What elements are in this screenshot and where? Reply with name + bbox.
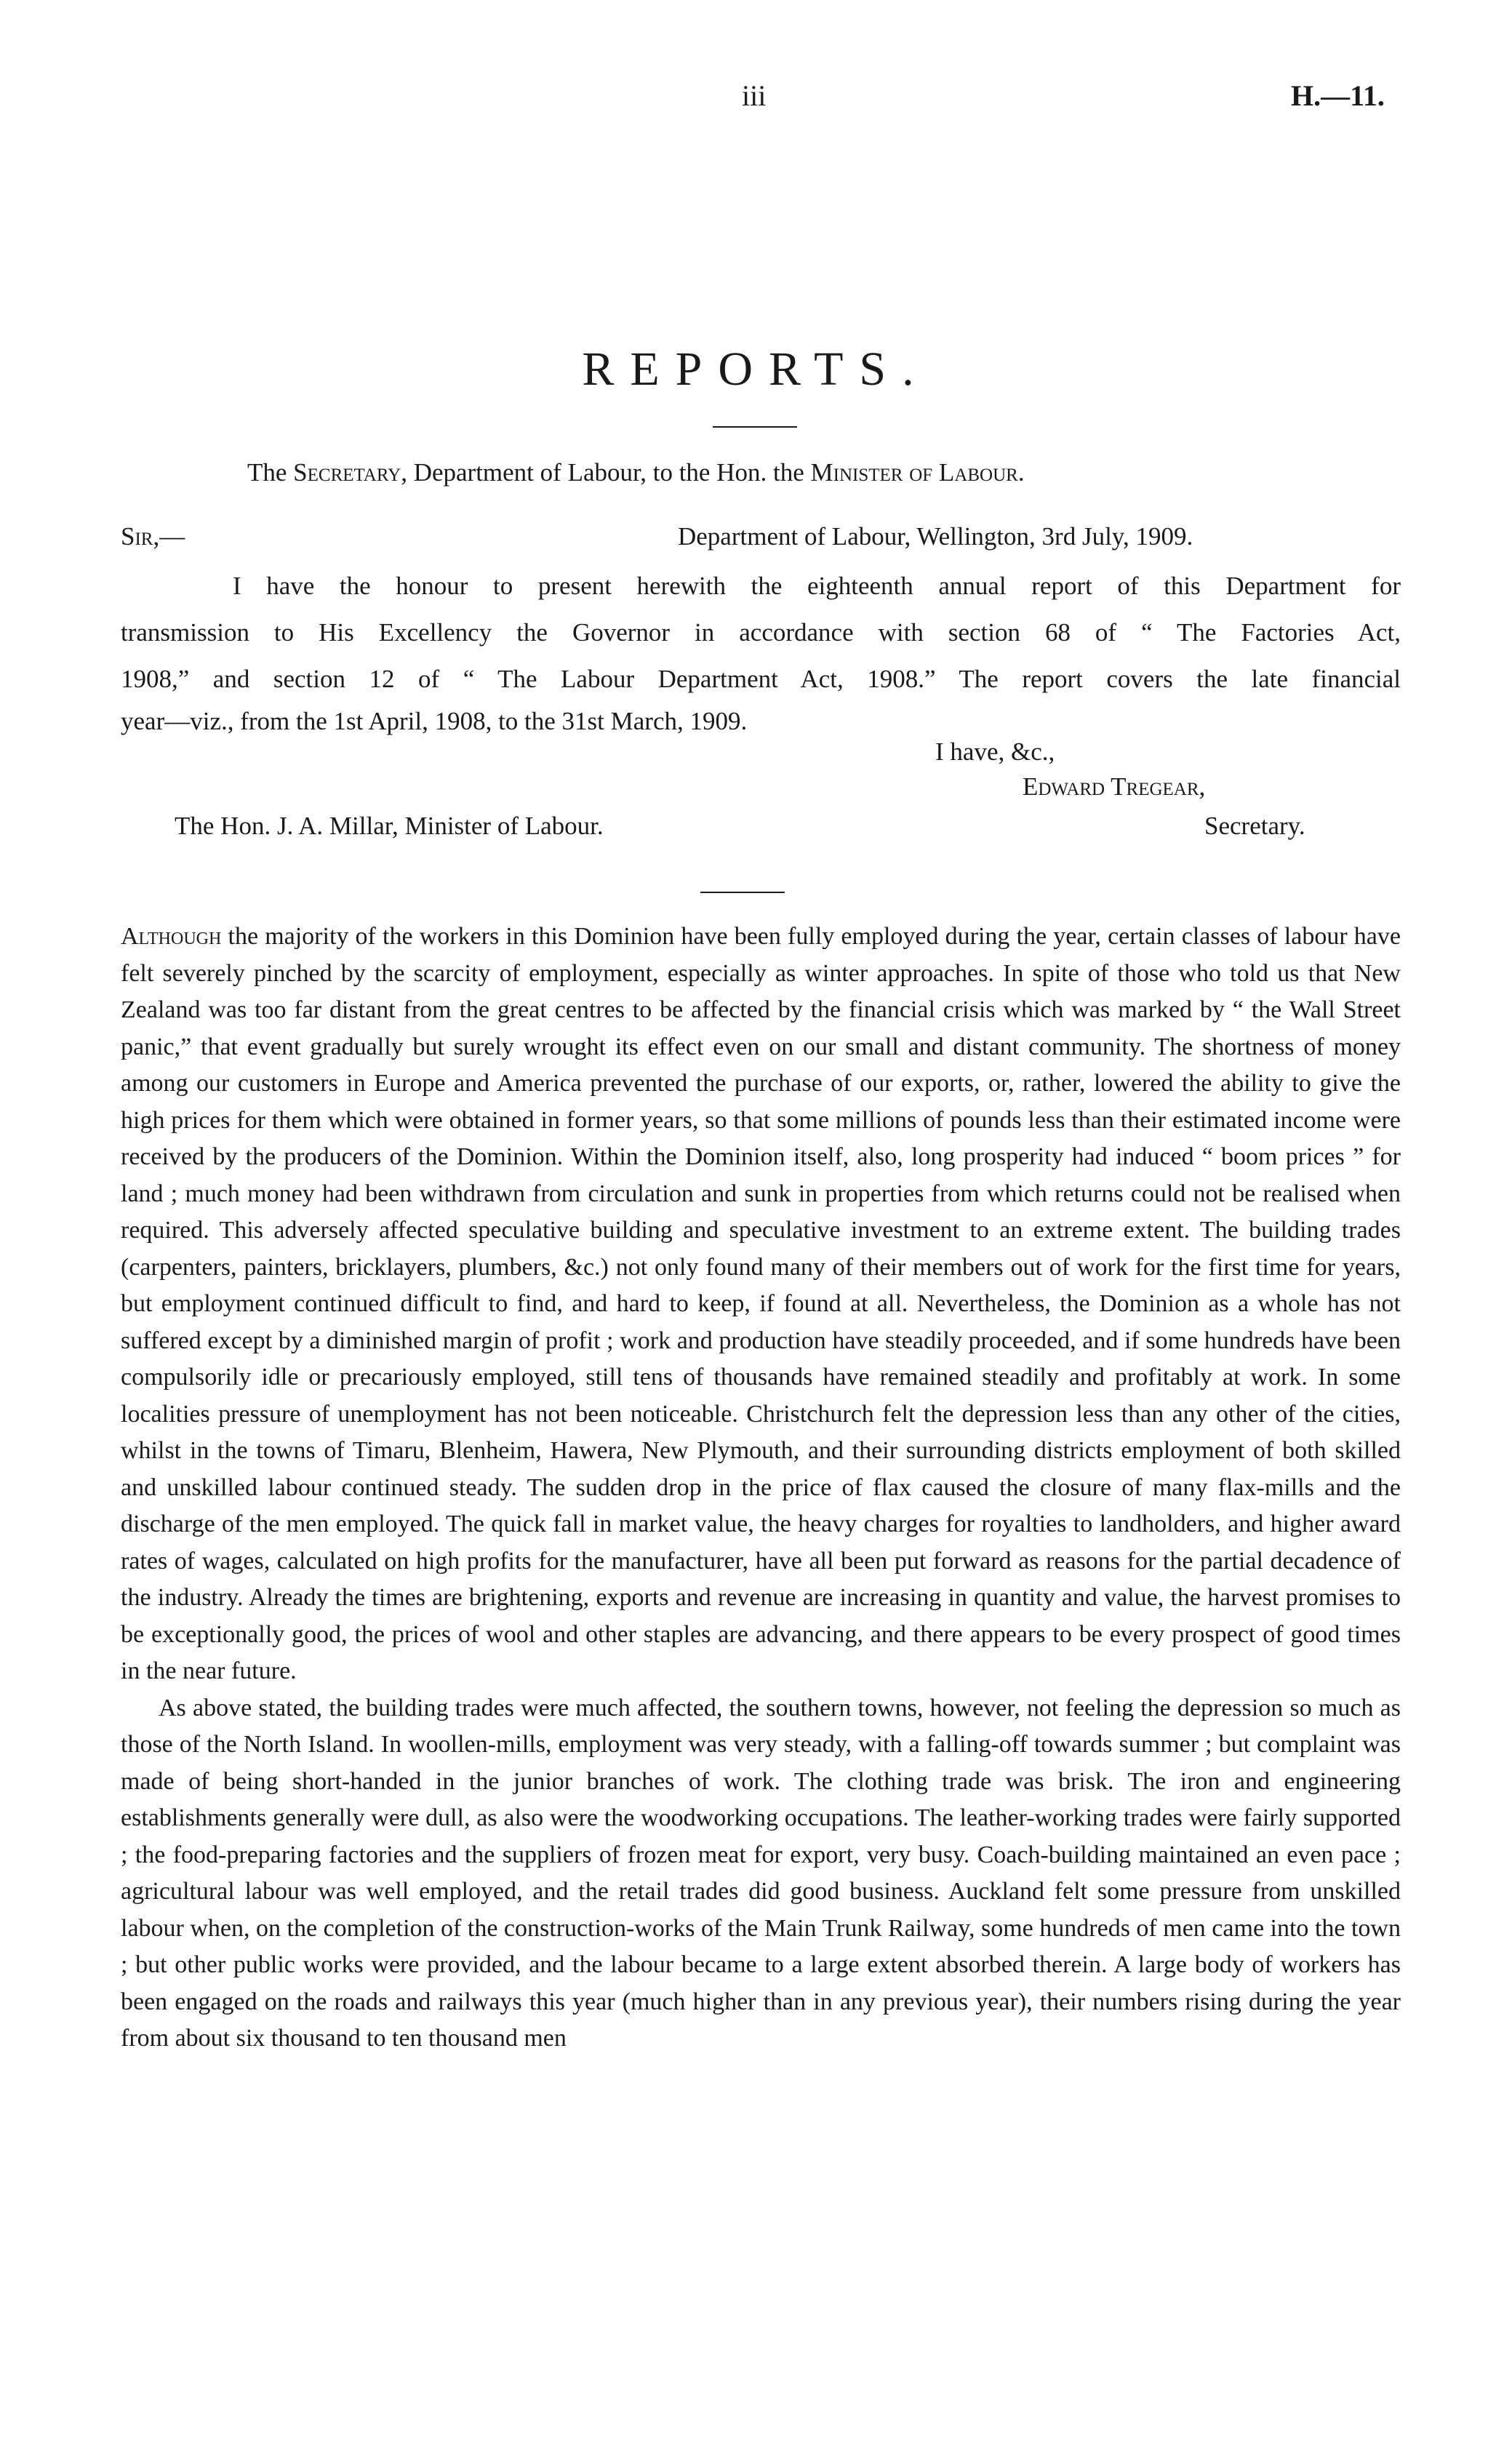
paragraph-1-text: the majority of the workers in this Dominion have been fully employed during the year, certain classes of labour have felt severely pinched by the scarcity of employment, especially as winter approaches. In spite of those who told us that New Zealand was too far distant from the great centres to be affected by the financial crisis which was marked by “ the Wall Street panic,” that event gradually but surely wrought its effect even on our small and distant community. The shortness of money among our customers in Europe and America prevented the purchase of our exports, or, rather, lowered the ability to give the high prices for them which were obtained in former years, so that some millions of pounds less than their estimated income were received by the producers of the Dominion. Within the Dominion itself, also, long prosperity had induced “ boom prices ” for land ; much money had been withdrawn from circulation and sunk in properties from which returns could not be realised when required. This adversely affected speculative building and speculative investment to an extreme extent. The building trades (carpenters, painters, bricklayers, plumbers, &c.) not only found many of their members out of work for the first time for years, but employment continued difficult to find, and hard to keep, if found at all. Nevertheless, the Dominion as a whole has not suffered except by a diminished margin of profit ; work and production have steadily proceeded, and if some hundreds have been compulsorily idle or precariously employed, still tens of thousands have remained steadily and profitably at work. In some localities pressure of unemployment has not been noticeable. Christchurch felt the depression less than any other of the cities, whilst in the towns of Timaru, Blenheim, Hawera, New Plymouth, and their surrounding districts employment of both skilled and unskilled labour continued steady. The sudden drop in the price of flax caused the closure of many flax-mills and the discharge of the men employed. The quick fall in market value, the heavy charges for royalties to landholders, and higher award rates of wages, calculated on high profits for the manufacturer, have all been put forward as reasons for the partial decadence of the industry. Already the times are brightening, exports and revenue are increasing in quantity and value, the harvest promises to be exceptionally good, the prices of wool and other staples are advancing, and there appears to be every prospect of good times in the near future. bbox=[121, 923, 1401, 1684]
address-part-2: , Department of Labour, to the Hon. the bbox=[401, 458, 811, 487]
report-body bbox=[121, 919, 1401, 2057]
section-divider bbox=[700, 892, 785, 893]
page-number: iii bbox=[742, 79, 767, 112]
signatory-name: Edward Tregear, bbox=[1023, 772, 1206, 801]
address-part-3: . bbox=[1017, 458, 1025, 487]
addressee: The Hon. J. A. Millar, Minister of Labour. bbox=[175, 812, 604, 840]
letter-line-1: I have the honour to present herewith the eighteenth annual report of this Department for bbox=[233, 572, 1401, 600]
letter-line-2: transmission to His Excellency the Governor in accordance with section 68 of “ The Factories Act, bbox=[121, 618, 1401, 647]
address-secretary: Secretary bbox=[293, 458, 401, 487]
report-paragraph-2: As above stated, the building trades were much affected, the southern towns, however, not feeling the depression so much as those of the North Island. In woollen-mills, employment was very steady, with a falling-off towards summer ; but complaint was made of being short-handed in the junior branches of work. The clothing trade was brisk. The iron and engineering establishments generally were dull, as also were the woodworking occupations. The leather-working trades were fairly supported ; the food-preparing factories and the suppliers of frozen meat for export, very busy. Coach-building maintained an even pace ; agricultural labour was well employed, and the retail trades did good business. Auckland felt some pressure from unskilled labour when, on the completion of the construction-works of the Main Trunk Railway, some hundreds of men came into the town ; but other public works were provided, and the labour became to a large extent absorbed therein. A large body of workers has been engaged on the roads and railways this year (much higher than in any previous year), their numbers rising during the year from about six thousand to ten thousand men bbox=[121, 1694, 1401, 2052]
title-divider bbox=[713, 426, 797, 428]
page-title: REPORTS. bbox=[582, 343, 930, 396]
signatory-title: Secretary. bbox=[1204, 812, 1305, 840]
document-reference: H.—11. bbox=[1291, 79, 1385, 112]
dateline: Department of Labour, Wellington, 3rd July, 1909. bbox=[678, 522, 1193, 551]
address-minister: Minister of Labour bbox=[810, 458, 1018, 487]
salutation: Sir,— bbox=[121, 522, 185, 551]
address-line bbox=[247, 460, 1025, 485]
letter-closing: I have, &c., bbox=[935, 737, 1055, 766]
address-part-1: The bbox=[247, 458, 294, 487]
letter-line-4: year—viz., from the 1st April, 1908, to the 31st March, 1909. bbox=[121, 707, 748, 735]
lead-word: Although bbox=[121, 923, 222, 950]
report-paragraph-1 bbox=[121, 919, 1401, 1690]
letter-line-3: 1908,” and section 12 of “ The Labour Department Act, 1908.” The report covers the late financial bbox=[121, 665, 1401, 693]
